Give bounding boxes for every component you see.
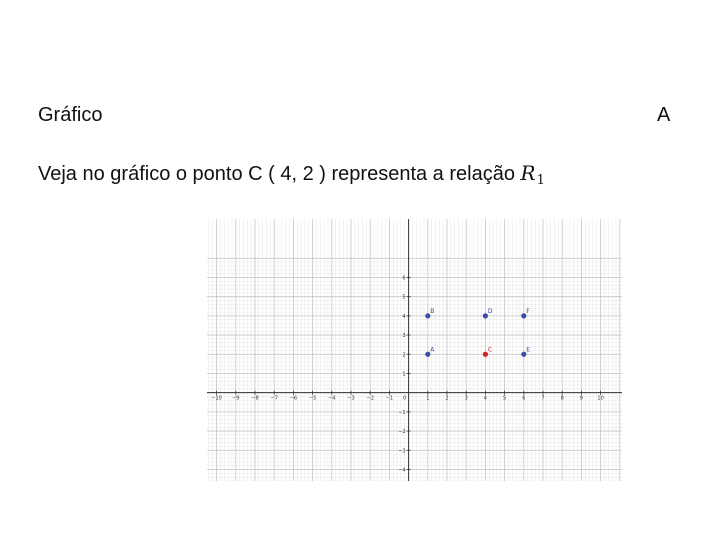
y-tick-label: 2: [402, 352, 406, 359]
x-tick-label: −6: [289, 395, 298, 402]
x-tick-label: 0: [403, 395, 407, 402]
slide-title: Gráfico: [38, 104, 103, 126]
point-label-b: B: [430, 307, 435, 315]
y-tick-label: −4: [398, 467, 406, 474]
x-tick-label: −5: [308, 395, 317, 402]
x-tick-label: 4: [483, 395, 487, 402]
x-tick-label: 3: [464, 395, 468, 402]
x-tick-label: −1: [385, 395, 394, 402]
x-tick-label: −9: [232, 395, 240, 402]
y-tick-label: −2: [398, 429, 406, 436]
point-label-a: A: [430, 346, 435, 354]
x-tick-label: −10: [211, 395, 222, 402]
x-tick-label: −3: [347, 395, 355, 402]
x-tick-label: 8: [560, 395, 564, 402]
point-label-e: E: [526, 346, 531, 354]
y-tick-label: 4: [402, 313, 406, 320]
x-tick-label: 2: [445, 395, 449, 402]
x-tick-label: 7: [541, 395, 545, 402]
x-tick-label: 5: [503, 395, 507, 402]
y-tick-label: −1: [398, 409, 406, 416]
slide-text-body: Veja no gráfico o ponto C ( 4, 2 ) representa a relação: [38, 163, 521, 185]
coordinate-plane: [207, 219, 622, 481]
relation-symbol: R: [520, 161, 536, 185]
x-tick-label: −8: [251, 395, 259, 402]
x-tick-label: −2: [366, 395, 374, 402]
x-tick-label: 10: [597, 395, 604, 402]
y-tick-label: 1: [402, 371, 406, 378]
y-tick-label: −3: [398, 448, 406, 455]
x-tick-label: −4: [328, 395, 336, 402]
point-label-d: D: [487, 307, 493, 315]
y-tick-label: 5: [402, 294, 406, 301]
point-label-f: F: [526, 307, 530, 315]
x-tick-label: 1: [426, 395, 430, 402]
relation-subscript: 1: [536, 173, 545, 188]
x-tick-label: 9: [579, 395, 583, 402]
point-label-c: C: [487, 346, 493, 354]
x-tick-label: −7: [270, 395, 278, 402]
y-tick-label: 6: [402, 275, 406, 282]
corner-label: A: [657, 104, 671, 126]
x-tick-label: 6: [522, 395, 526, 402]
y-tick-label: 3: [402, 333, 406, 340]
slide-text: [38, 160, 545, 194]
